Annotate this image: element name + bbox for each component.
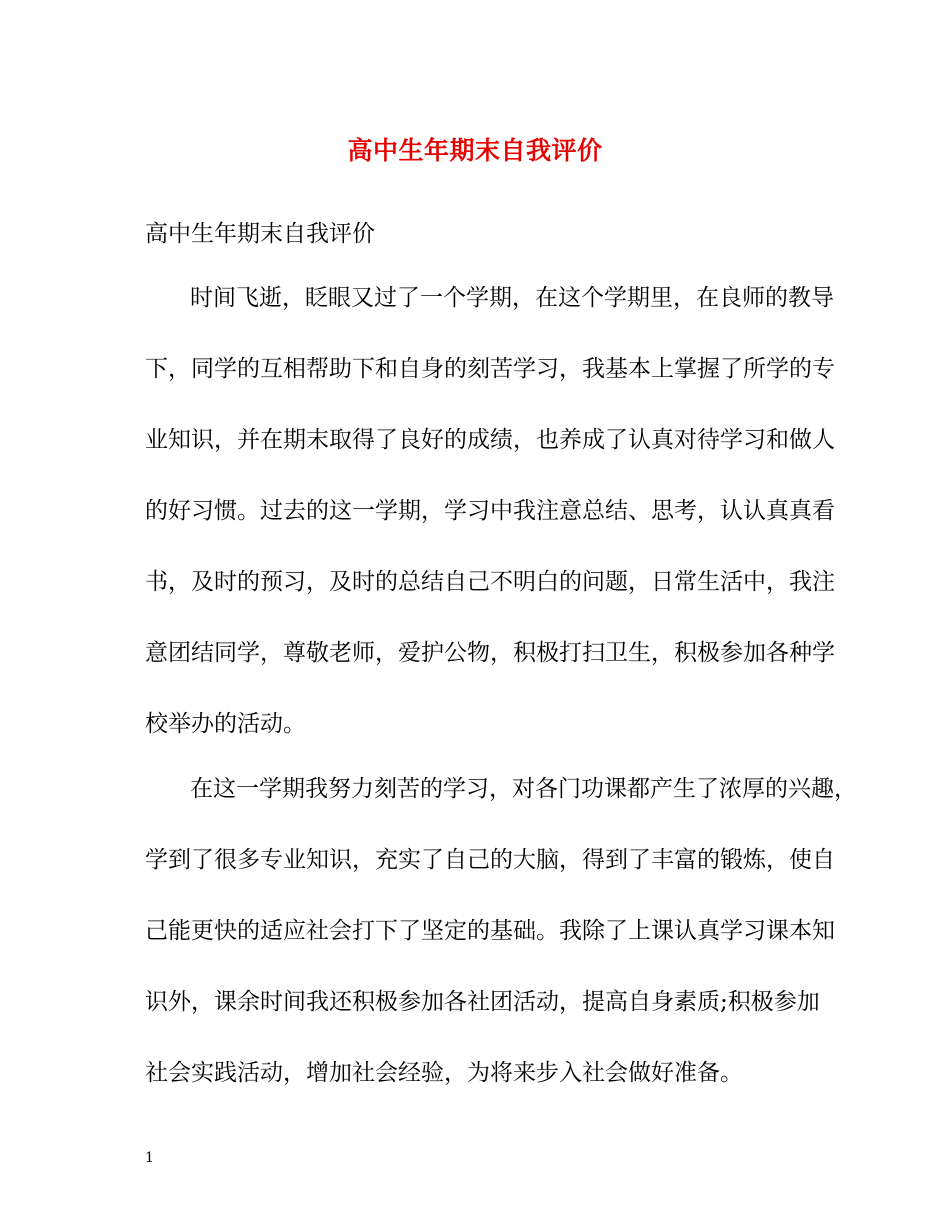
paragraph-line: 下，同学的互相帮助下和自身的刻苦学习，我基本上掌握了所学的专 bbox=[145, 356, 835, 382]
paragraph-line: 时间飞逝，眨眼又过了一个学期，在这个学期里，在良师的教导 bbox=[190, 285, 834, 311]
paragraph-line: 学到了很多专业知识，充实了自己的大脑，得到了丰富的锻炼，使自 bbox=[145, 847, 835, 873]
document-subtitle: 高中生年期末自我评价 bbox=[145, 221, 375, 247]
paragraph-line: 意团结同学，尊敬老师，爱护公物，积极打扫卫生，积极参加各种学 bbox=[145, 640, 835, 666]
paragraph-line: 社会实践活动，增加社会经验，为将来步入社会做好准备。 bbox=[145, 1060, 743, 1086]
document-title: 高中生年期末自我评价 bbox=[347, 136, 603, 165]
paragraph-line: 业知识，并在期末取得了良好的成绩，也养成了认真对待学习和做人 bbox=[145, 427, 835, 453]
paragraph-line: 识外，课余时间我还积极参加各社团活动，提高自身素质;积极参加 bbox=[145, 989, 820, 1015]
paragraph-line: 的好习惯。过去的这一学期，学习中我注意总结、思考，认认真真看 bbox=[145, 498, 835, 524]
paragraph-line: 校举办的活动。 bbox=[145, 711, 306, 737]
paragraph-line: 己能更快的适应社会打下了坚定的基础。我除了上课认真学习课本知 bbox=[145, 918, 835, 944]
paragraph-line: 书，及时的预习，及时的总结自己不明白的问题，日常生活中，我注 bbox=[145, 569, 835, 595]
page-number: 1 bbox=[145, 1150, 154, 1166]
paragraph-line: 在这一学期我努力刻苦的学习，对各门功课都产生了浓厚的兴趣， bbox=[190, 776, 857, 802]
